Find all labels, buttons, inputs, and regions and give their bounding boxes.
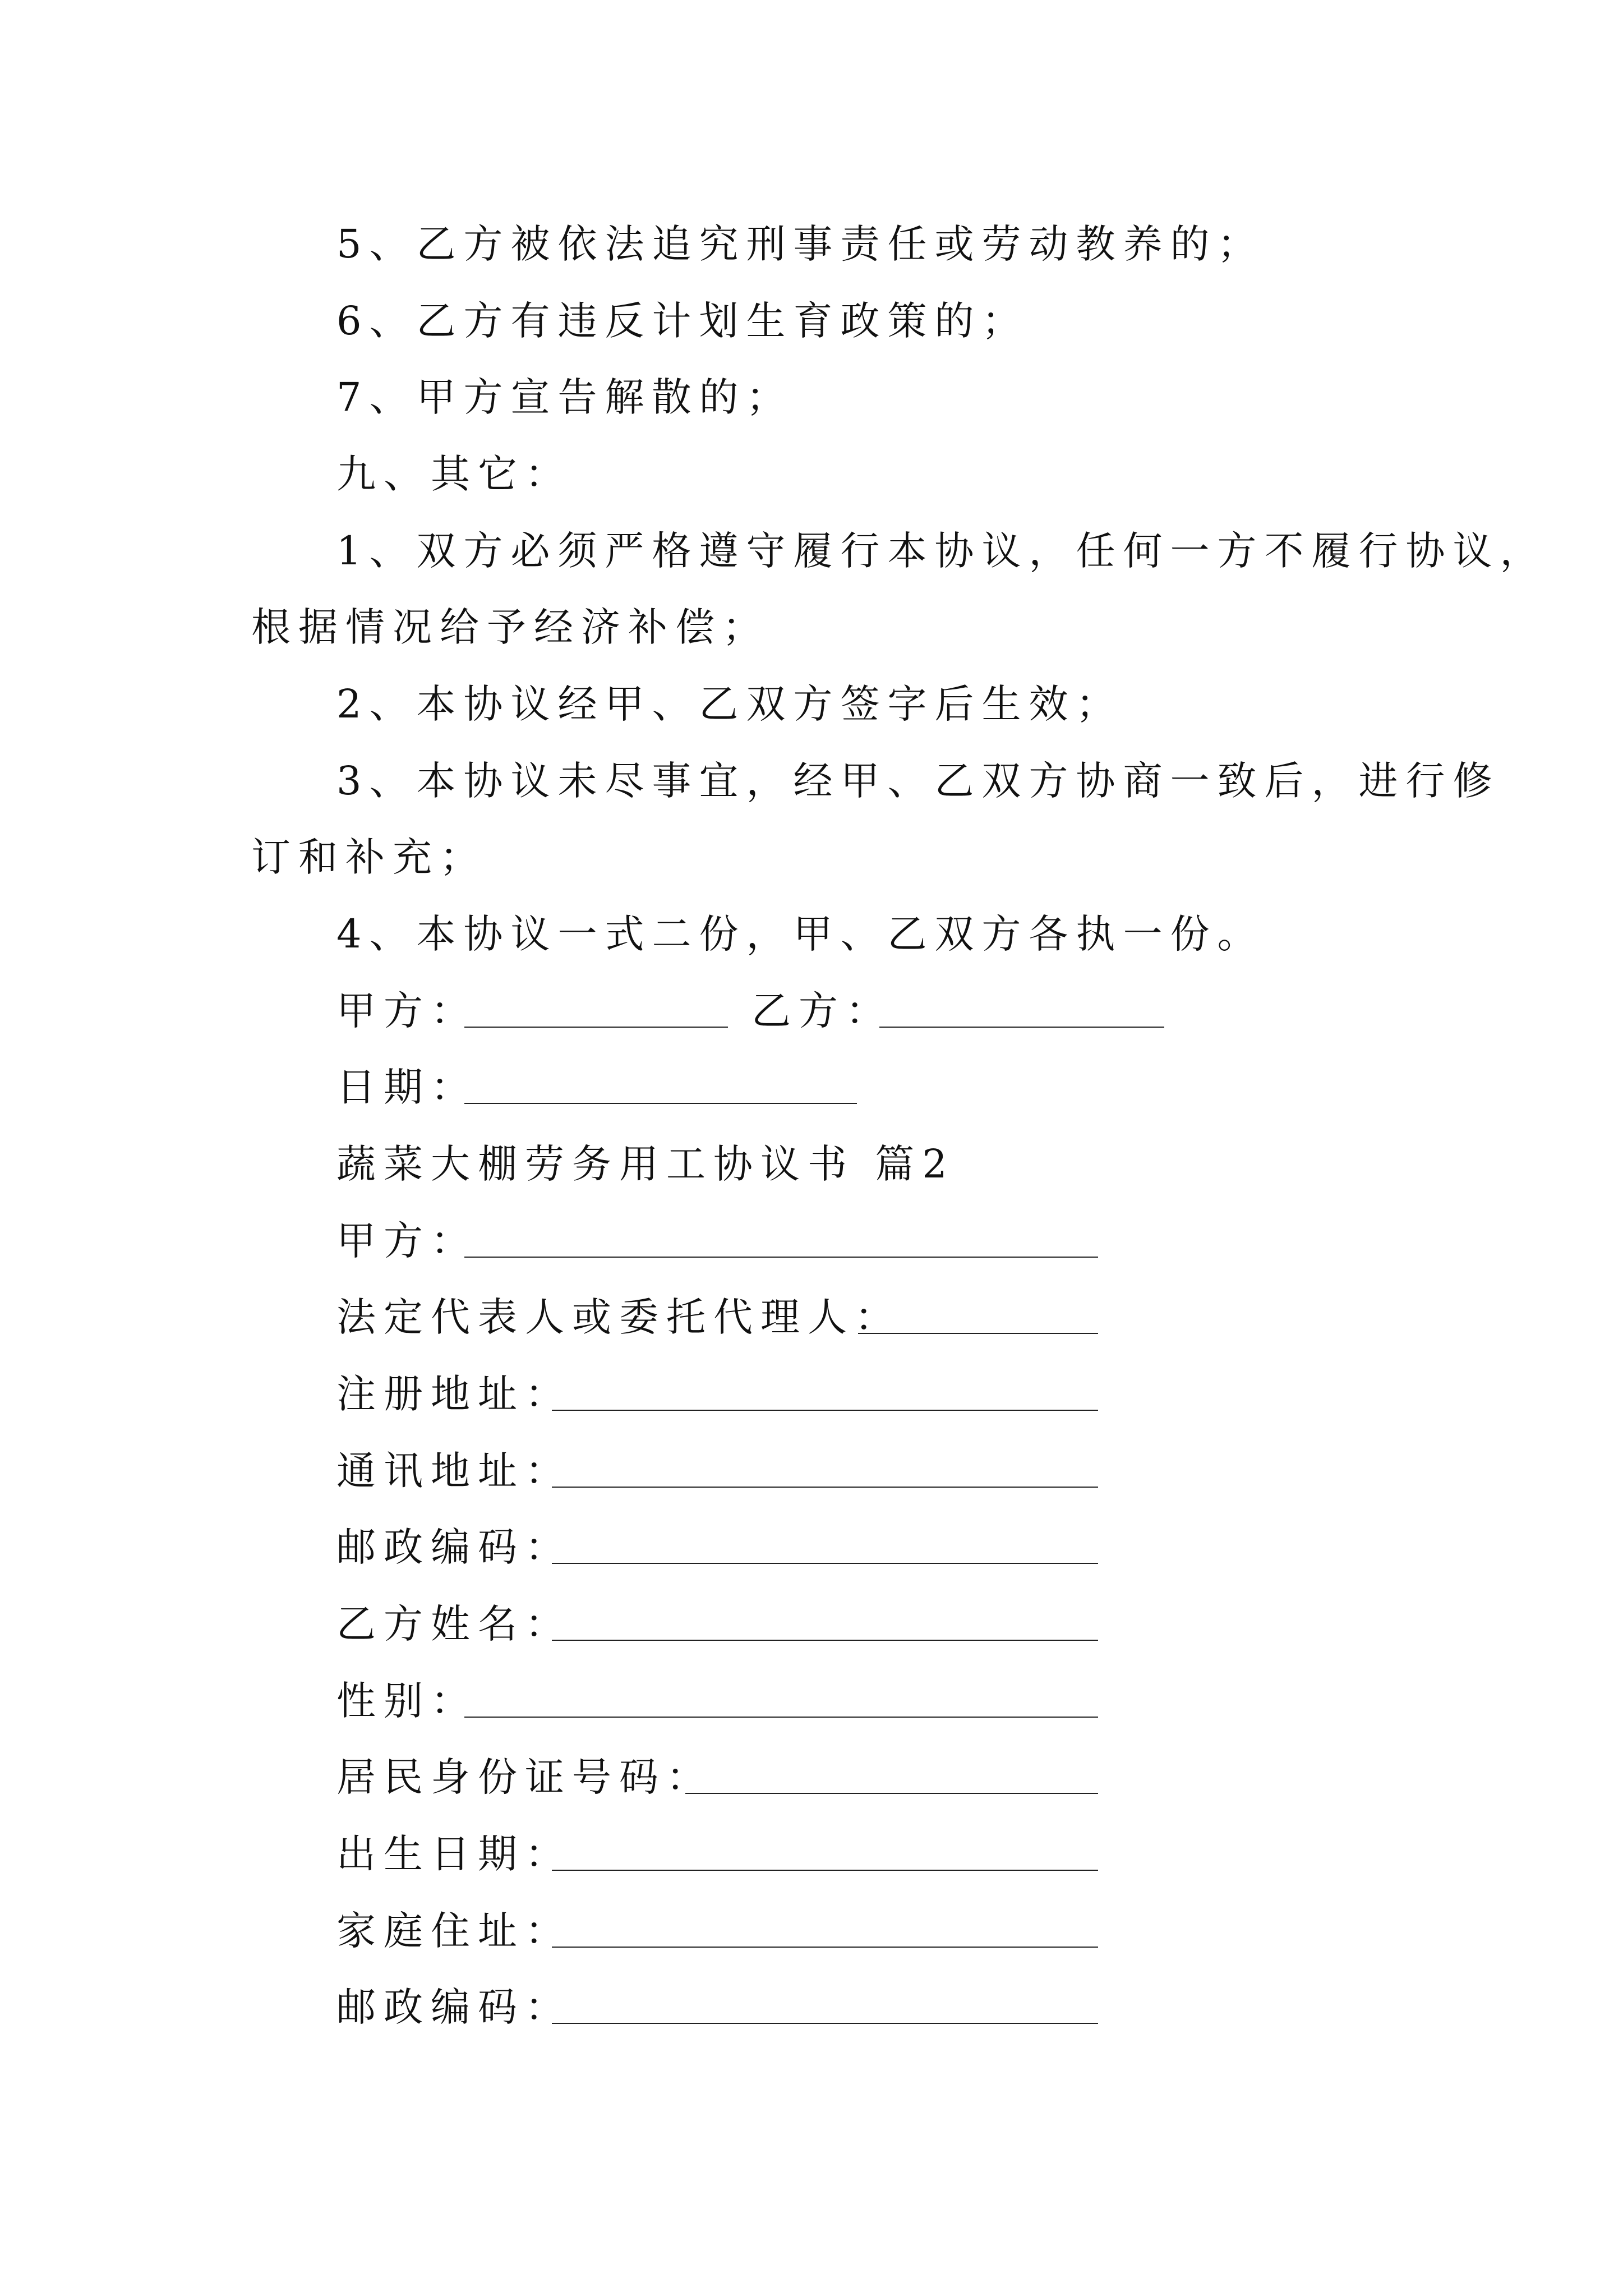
field-registered-address-label: 注册地址：: [336, 1371, 572, 1417]
clause-6: 6、乙方有违反计划生育政策的；: [336, 298, 1029, 344]
other-clause-1-line-2: 根据情况给予经济补偿；: [251, 604, 769, 650]
field-home-address-blank[interactable]: [552, 1947, 1098, 1948]
other-clause-3-line-2: 订和补充；: [251, 834, 487, 880]
field-party-b-name-blank[interactable]: [552, 1640, 1098, 1641]
field-home-address-label: 家庭住址：: [336, 1908, 572, 1954]
signature-date-blank[interactable]: [464, 1103, 857, 1104]
other-clause-3-line-1: 3、本协议未尽事宜，经甲、乙双方协商一致后，进行修: [336, 758, 1500, 804]
field-postal-code-b-label: 邮政编码：: [336, 1984, 572, 2030]
field-party-b-name-label: 乙方姓名：: [336, 1601, 572, 1647]
field-postal-code-a-blank[interactable]: [552, 1563, 1098, 1564]
signature-party-b-blank[interactable]: [879, 1027, 1164, 1028]
field-id-number-blank[interactable]: [685, 1793, 1098, 1794]
field-gender-label: 性别：: [336, 1678, 478, 1724]
field-postal-code-b-blank[interactable]: [552, 2023, 1098, 2024]
field-mailing-address-blank[interactable]: [552, 1487, 1098, 1488]
signature-party-b-label: 乙方：: [751, 988, 893, 1034]
other-clause-2: 2、本协议经甲、乙双方签字后生效；: [336, 681, 1123, 727]
clause-5: 5、乙方被依法追究刑事责任或劳动教养的；: [336, 221, 1265, 267]
field-id-number-label: 居民身份证号码：: [336, 1754, 713, 1800]
section-heading-other: 九、其它：: [336, 451, 572, 497]
field-legal-representative-blank[interactable]: [858, 1333, 1098, 1334]
field-legal-representative-label: 法定代表人或委托代理人：: [336, 1294, 902, 1340]
field-party-a-blank[interactable]: [464, 1257, 1098, 1258]
other-clause-4: 4、本协议一式二份，甲、乙双方各执一份。: [336, 911, 1265, 957]
field-party-a-label: 甲方：: [336, 1218, 478, 1264]
field-registered-address-blank[interactable]: [552, 1410, 1098, 1411]
field-birth-date-label: 出生日期：: [336, 1831, 572, 1877]
field-birth-date-blank[interactable]: [552, 1870, 1098, 1871]
signature-party-a-label: 甲方：: [336, 988, 478, 1034]
field-mailing-address-label: 通讯地址：: [336, 1448, 572, 1494]
signature-party-a-blank[interactable]: [464, 1027, 728, 1028]
signature-date-label: 日期：: [336, 1064, 478, 1110]
field-gender-blank[interactable]: [464, 1717, 1098, 1718]
clause-7: 7、甲方宣告解散的；: [336, 374, 794, 420]
section-title: 蔬菜大棚劳务用工协议书 篇2: [336, 1141, 955, 1187]
field-postal-code-a-label: 邮政编码：: [336, 1524, 572, 1570]
other-clause-1-line-1: 1、双方必须严格遵守履行本协议，任何一方不履行协议，: [336, 528, 1547, 574]
